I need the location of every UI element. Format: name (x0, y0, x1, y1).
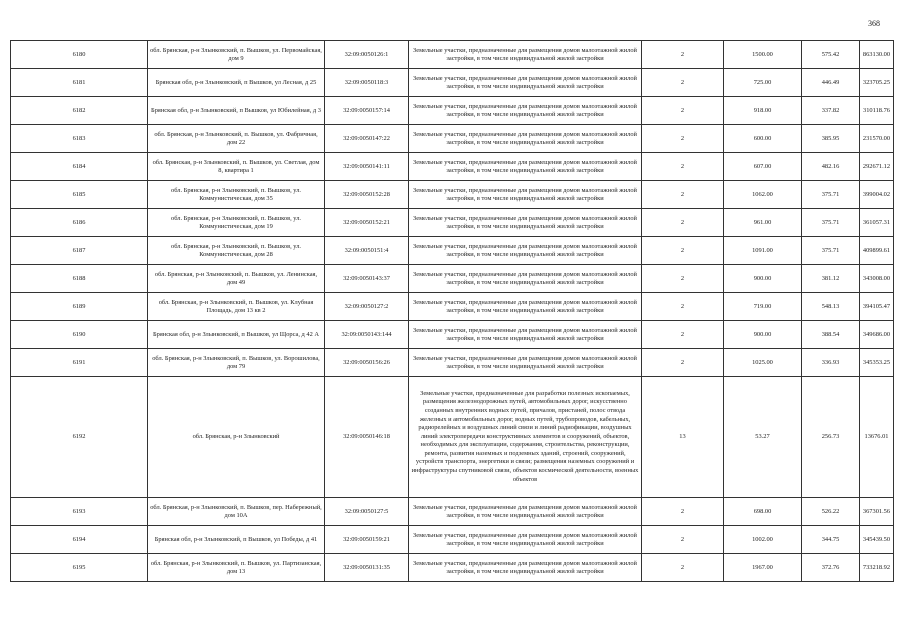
area-cell: 1091.00 (724, 237, 802, 265)
cadastral-rate-cell: 388.54 (802, 321, 860, 349)
row-number-cell: 6189 (11, 293, 148, 321)
address-cell: обл. Брянская, р-н Злынковский, п. Вышков, ул. Фабричная, дом 22 (148, 125, 325, 153)
table-row (11, 181, 894, 209)
area-cell: 961.00 (724, 209, 802, 237)
land-use-cell: Земельные участки, предназначенные для размещения домов малоэтажной жилой застройки, в том числе индивидуальной жилой застройки (409, 237, 642, 265)
address-cell: обл. Брянская, р-н Злынковский, п. Вышков, ул. Партизанская, дом 13 (148, 554, 325, 582)
row-number-cell: 6195 (11, 554, 148, 582)
cadastral-number-cell: 32:09:0050143:144 (325, 321, 409, 349)
address-cell: обл. Брянская, р-н Злынковский, п. Вышков, ул. Ворошилова, дом 79 (148, 349, 325, 377)
cadastral-rate-cell: 372.76 (802, 554, 860, 582)
page-number: 368 (868, 19, 880, 28)
address-cell: обл. Брянская, р-н Злынковский, п. Вышков, ул. Коммунистическая, дом 35 (148, 181, 325, 209)
table-row (11, 209, 894, 237)
area-cell: 725.00 (724, 69, 802, 97)
address-cell: Брянская обл, р-н Злынковский, п Вышков, ул Победы, д 41 (148, 526, 325, 554)
land-use-cell: Земельные участки, предназначенные для размещения домов малоэтажной жилой застройки, в том числе индивидуальной жилой застройки (409, 265, 642, 293)
group-cell: 2 (642, 498, 724, 526)
cadastral-value-cell: 343008.00 (860, 265, 894, 293)
cadastral-number-cell: 32:09:0050146:18 (325, 377, 409, 498)
cadastral-value-cell: 409899.61 (860, 237, 894, 265)
cadastral-value-cell: 323705.25 (860, 69, 894, 97)
group-cell: 2 (642, 153, 724, 181)
table-row (11, 237, 894, 265)
cadastral-value-cell: 349686.00 (860, 321, 894, 349)
area-cell: 918.00 (724, 97, 802, 125)
cadastral-rate-cell: 337.82 (802, 97, 860, 125)
area-cell: 1967.00 (724, 554, 802, 582)
row-number-cell: 6193 (11, 498, 148, 526)
table-row (11, 498, 894, 526)
cadastral-value-cell: 345353.25 (860, 349, 894, 377)
cadastral-rate-cell: 344.75 (802, 526, 860, 554)
address-cell: обл. Брянская, р-н Злынковский, п. Вышков, ул. Ленинская, дом 49 (148, 265, 325, 293)
row-number-cell: 6183 (11, 125, 148, 153)
land-use-cell: Земельные участки, предназначенные для размещения домов малоэтажной жилой застройки, в том числе индивидуальной жилой застройки (409, 125, 642, 153)
address-cell: Брянская обл, р-н Злынковский, п Вышков, ул Щорса, д 42 А (148, 321, 325, 349)
group-cell: 13 (642, 377, 724, 498)
cadastral-value-cell: 231570.00 (860, 125, 894, 153)
address-cell: обл. Брянская, р-н Злынковский, п. Вышков, ул. Коммунистическая, дом 19 (148, 209, 325, 237)
cadastral-value-cell: 733218.92 (860, 554, 894, 582)
table-row (11, 125, 894, 153)
cadastral-value-cell: 310118.76 (860, 97, 894, 125)
land-use-cell: Земельные участки, предназначенные для размещения домов малоэтажной жилой застройки, в том числе индивидуальной жилой застройки (409, 554, 642, 582)
row-number-cell: 6194 (11, 526, 148, 554)
cadastral-value-cell: 394105.47 (860, 293, 894, 321)
row-number-cell: 6182 (11, 97, 148, 125)
area-cell: 1500.00 (724, 41, 802, 69)
cadastral-rate-cell: 381.12 (802, 265, 860, 293)
group-cell: 2 (642, 181, 724, 209)
cadastral-rate-cell: 385.95 (802, 125, 860, 153)
cadastral-number-cell: 32:09:0050152:21 (325, 209, 409, 237)
cadastral-value-cell: 345439.50 (860, 526, 894, 554)
area-cell: 900.00 (724, 265, 802, 293)
land-use-cell: Земельные участки, предназначенные для размещения домов малоэтажной жилой застройки, в том числе индивидуальной жилой застройки (409, 41, 642, 69)
land-use-cell: Земельные участки, предназначенные для размещения домов малоэтажной жилой застройки, в том числе индивидуальной жилой застройки (409, 321, 642, 349)
cadastral-number-cell: 32:09:0050131:35 (325, 554, 409, 582)
cadastral-value-cell: 13676.01 (860, 377, 894, 498)
cadastral-number-cell: 32:09:0050159:21 (325, 526, 409, 554)
group-cell: 2 (642, 293, 724, 321)
cadastral-rate-cell: 526.22 (802, 498, 860, 526)
table-row (11, 265, 894, 293)
group-cell: 2 (642, 265, 724, 293)
land-use-cell: Земельные участки, предназначенные для размещения домов малоэтажной жилой застройки, в том числе индивидуальной жилой застройки (409, 293, 642, 321)
area-cell: 1062.00 (724, 181, 802, 209)
land-use-cell: Земельные участки, предназначенные для размещения домов малоэтажной жилой застройки, в том числе индивидуальной жилой застройки (409, 97, 642, 125)
cadastral-rate-cell: 256.73 (802, 377, 860, 498)
address-cell: обл. Брянская, р-н Злынковский, п. Вышков, ул. Клубная Площадь, дом 13 кв 2 (148, 293, 325, 321)
address-cell: обл. Брянская, р-н Злынковский, п. Вышков, пер. Набережный, дом 10А (148, 498, 325, 526)
table-row (11, 97, 894, 125)
cadastral-value-cell: 399004.02 (860, 181, 894, 209)
land-use-cell: Земельные участки, предназначенные для разработки полезных ископаемых, размещения железнодорожных путей, автомобильных дорог, искусственно созданных внутренних водных путей, причалов, пристаней, полос отвода железных и автомобильных дорог, водных путей, трубопроводов, кабельных, радиорелейных и воздушных линий связи и линий радиофикации, воздушных линий электропередачи конструктивных элементов и сооружений, объектов, необходимых для эксплуатации, содержания, строительства, реконструкции, ремонта, развития наземных и подземных зданий, строений, сооружений, устройств транспорта, энергетики и связи; размещения наземных сооружений и инфраструктуры спутниковой связи, объектов космической деятельности, военных объектов (409, 377, 642, 498)
cadastral-rate-cell: 548.13 (802, 293, 860, 321)
area-cell: 719.00 (724, 293, 802, 321)
row-number-cell: 6184 (11, 153, 148, 181)
table-row (11, 293, 894, 321)
table-row (11, 377, 894, 498)
address-cell: Брянская обл, р-н Злынковский, п Вышков, ул Юбилейная, д 3 (148, 97, 325, 125)
land-use-cell: Земельные участки, предназначенные для размещения домов малоэтажной жилой застройки, в том числе индивидуальной жилой застройки (409, 69, 642, 97)
group-cell: 2 (642, 526, 724, 554)
land-use-cell: Земельные участки, предназначенные для размещения домов малоэтажной жилой застройки, в том числе индивидуальной жилой застройки (409, 498, 642, 526)
table-row (11, 69, 894, 97)
group-cell: 2 (642, 321, 724, 349)
cadastral-number-cell: 32:09:0050152:28 (325, 181, 409, 209)
cadastral-rate-cell: 575.42 (802, 41, 860, 69)
cadastral-value-cell: 367301.56 (860, 498, 894, 526)
row-number-cell: 6181 (11, 69, 148, 97)
land-use-cell: Земельные участки, предназначенные для размещения домов малоэтажной жилой застройки, в том числе индивидуальной жилой застройки (409, 153, 642, 181)
group-cell: 2 (642, 125, 724, 153)
table-row (11, 349, 894, 377)
group-cell: 2 (642, 554, 724, 582)
area-cell: 607.00 (724, 153, 802, 181)
cadastral-number-cell: 32:09:0050151:4 (325, 237, 409, 265)
group-cell: 2 (642, 97, 724, 125)
area-cell: 1025.00 (724, 349, 802, 377)
area-cell: 1002.00 (724, 526, 802, 554)
area-cell: 900.00 (724, 321, 802, 349)
group-cell: 2 (642, 69, 724, 97)
cadastral-number-cell: 32:09:0050157:14 (325, 97, 409, 125)
cadastral-number-cell: 32:09:0050118:3 (325, 69, 409, 97)
cadastral-number-cell: 32:09:0050126:1 (325, 41, 409, 69)
land-use-cell: Земельные участки, предназначенные для размещения домов малоэтажной жилой застройки, в том числе индивидуальной жилой застройки (409, 209, 642, 237)
cadastral-rate-cell: 375.71 (802, 181, 860, 209)
cadastral-number-cell: 32:09:0050147:22 (325, 125, 409, 153)
group-cell: 2 (642, 209, 724, 237)
cadastral-rate-cell: 375.71 (802, 237, 860, 265)
cadastral-number-cell: 32:09:0050141:11 (325, 153, 409, 181)
group-cell: 2 (642, 237, 724, 265)
address-cell: обл. Брянская, р-н Злынковский (148, 377, 325, 498)
area-cell: 698.00 (724, 498, 802, 526)
row-number-cell: 6180 (11, 41, 148, 69)
land-use-cell: Земельные участки, предназначенные для размещения домов малоэтажной жилой застройки, в том числе индивидуальной жилой застройки (409, 526, 642, 554)
cadastral-rate-cell: 375.71 (802, 209, 860, 237)
table-row (11, 526, 894, 554)
table-row (11, 153, 894, 181)
cadastral-value-cell: 863130.00 (860, 41, 894, 69)
row-number-cell: 6192 (11, 377, 148, 498)
address-cell: обл. Брянская, р-н Злынковский, п. Вышков, ул. Коммунистическая, дом 28 (148, 237, 325, 265)
cadastral-value-cell: 292671.12 (860, 153, 894, 181)
row-number-cell: 6191 (11, 349, 148, 377)
row-number-cell: 6186 (11, 209, 148, 237)
land-registry-table (10, 40, 894, 582)
table-row (11, 41, 894, 69)
row-number-cell: 6190 (11, 321, 148, 349)
cadastral-number-cell: 32:09:0050127:5 (325, 498, 409, 526)
table-row (11, 554, 894, 582)
cadastral-rate-cell: 446.49 (802, 69, 860, 97)
row-number-cell: 6185 (11, 181, 148, 209)
cadastral-rate-cell: 336.93 (802, 349, 860, 377)
address-cell: обл. Брянская, р-н Злынковский, п. Вышков, ул. Первомайская, дом 9 (148, 41, 325, 69)
land-use-cell: Земельные участки, предназначенные для размещения домов малоэтажной жилой застройки, в том числе индивидуальной жилой застройки (409, 349, 642, 377)
cadastral-number-cell: 32:09:0050143:37 (325, 265, 409, 293)
cadastral-number-cell: 32:09:0050156:26 (325, 349, 409, 377)
table-row (11, 321, 894, 349)
group-cell: 2 (642, 349, 724, 377)
group-cell: 2 (642, 41, 724, 69)
address-cell: Брянская обл, р-н Злынковский, п Вышков, ул Лесная, д 25 (148, 69, 325, 97)
row-number-cell: 6188 (11, 265, 148, 293)
address-cell: обл. Брянская, р-н Злынковский, п. Вышков, ул. Светлая, дом 8, квартира 1 (148, 153, 325, 181)
cadastral-value-cell: 361057.31 (860, 209, 894, 237)
cadastral-rate-cell: 482.16 (802, 153, 860, 181)
row-number-cell: 6187 (11, 237, 148, 265)
cadastral-number-cell: 32:09:0050127:2 (325, 293, 409, 321)
land-use-cell: Земельные участки, предназначенные для размещения домов малоэтажной жилой застройки, в том числе индивидуальной жилой застройки (409, 181, 642, 209)
area-cell: 53.27 (724, 377, 802, 498)
area-cell: 600.00 (724, 125, 802, 153)
